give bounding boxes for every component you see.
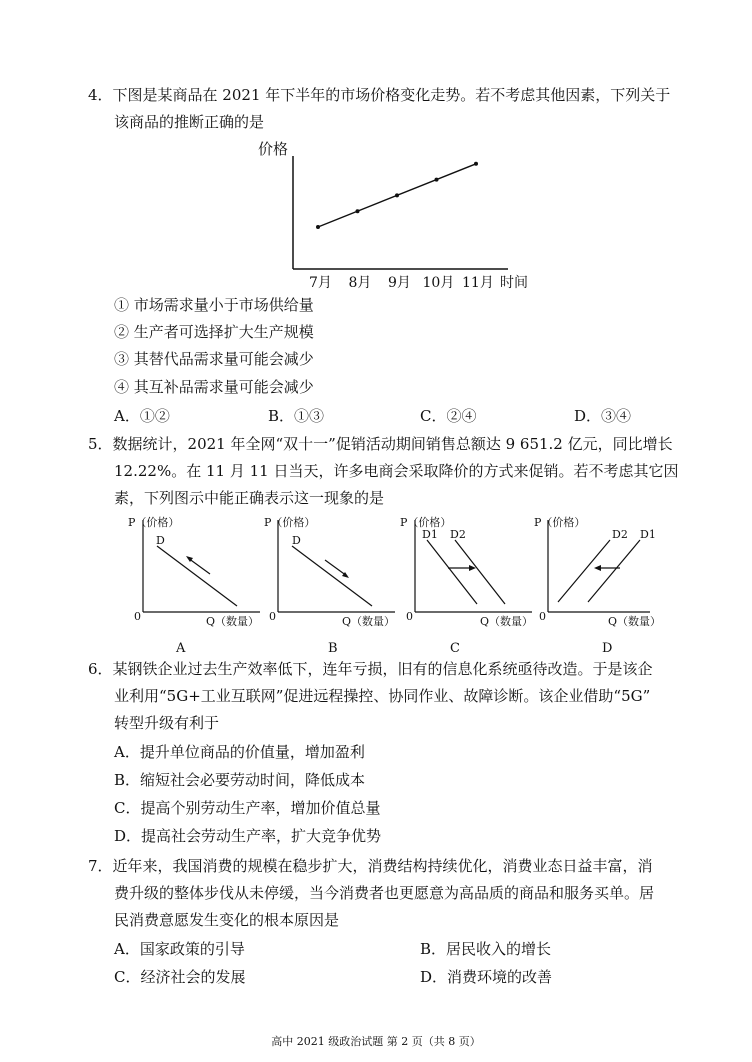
q5-stem-line1: 5．数据统计，2021 年全网“双十一”促销活动期间销售总额达 9 651.2 亿元，同比增长	[88, 435, 673, 453]
q4-statement-4: ④ 其互补品需求量可能会减少	[114, 378, 314, 396]
q5-graph-b-demand-curve	[292, 546, 372, 606]
q4-option-d: D．③④	[574, 407, 632, 425]
q4-chart-ylabel: 价格	[258, 140, 289, 158]
q6-option-a: A．提升单位商品的价值量，增加盈利	[114, 743, 365, 761]
q5-graph-d-curve-d1	[588, 540, 640, 602]
q4-stem-line1: 4．下图是某商品在 2021 年下半年的市场价格变化走势。若不考虑其他因素，下列关于	[88, 86, 671, 104]
q5-graph-b-curve-label: D	[292, 534, 301, 547]
q5-graph-a-ylabel: P（价格）	[128, 516, 180, 529]
q4-x-tick-label: 7月	[309, 275, 332, 291]
q4-x-tick-label: 11月	[462, 275, 494, 291]
q4-x-tick-label: 10月	[422, 275, 455, 291]
q5-graph-d-label-d1: D1	[640, 528, 656, 541]
q4-data-point	[316, 225, 320, 229]
q7-option-b: B．居民收入的增长	[420, 940, 552, 958]
q6-stem-line3: 转型升级有利于	[114, 714, 220, 732]
q5-graph-c-xlabel: Q（数量）	[480, 615, 534, 628]
q5-graph-c-curve-d2	[455, 540, 505, 604]
q5-graph-d-label-d2: D2	[612, 528, 628, 541]
q5-graph-a-xlabel: Q（数量）	[206, 615, 260, 628]
q6-option-b: B．缩短社会必要劳动时间，降低成本	[114, 771, 366, 789]
q5-stem-line2: 12.22%。在 11 月 11 日当天，许多电商会采取降价的方式来促销。若不考虑其它因	[114, 462, 679, 480]
q4-x-tick-label: 9月	[388, 275, 411, 291]
q6-option-c: C．提高个别劳动生产率，增加价值总量	[114, 799, 381, 817]
q5-graph-c-curve-d1	[427, 540, 477, 604]
q6-stem-line1: 6．某钢铁企业过去生产效率低下，连年亏损，旧有的信息化系统亟待改造。于是该企	[88, 660, 653, 678]
q5-graph-d-ylabel: P（价格）	[534, 516, 586, 529]
q4-chart-xlabel: 时间	[500, 275, 528, 291]
q5-stem-line3: 素，下列图示中能正确表示这一现象的是	[114, 489, 385, 507]
q4-data-point	[395, 193, 399, 197]
q4-data-point	[474, 162, 478, 166]
q5-graph-c-letter: C	[450, 641, 460, 656]
q5-graph-d-curve-d2	[558, 540, 610, 602]
q4-x-tick-label: 8月	[348, 275, 372, 291]
q5-graph-b	[264, 515, 395, 656]
q7-stem-line2: 费升级的整体步伐从未停缓，当今消费者也更愿意为高品质的商品和服务买单。居	[114, 884, 655, 902]
q5-graph-a-letter: A	[176, 641, 186, 656]
q5-graph-c	[400, 515, 533, 656]
q5-graph-c-origin: 0	[406, 610, 413, 623]
q7-stem-line1: 7．近年来，我国消费的规模在稳步扩大，消费结构持续优化，消费业态日益丰富，消	[88, 857, 653, 875]
q4-statement-2: ② 生产者可选择扩大生产规模	[114, 323, 314, 341]
q5-graph-a	[128, 515, 260, 656]
q7-option-a: A．国家政策的引导	[114, 940, 245, 958]
q4-statement-1: ① 市场需求量小于市场供给量	[114, 296, 314, 314]
q5-graph-d-origin: 0	[539, 610, 546, 623]
q4-data-point	[356, 209, 360, 213]
q5-graph-c-label-d2: D2	[450, 528, 466, 541]
q5-graph-b-origin: 0	[269, 610, 276, 623]
q7-option-c: C．经济社会的发展	[114, 968, 246, 986]
q5-graph-b-letter: B	[328, 641, 338, 656]
q5-graph-a-demand-curve	[157, 546, 237, 606]
q5-graph-c-ylabel: P（价格）	[400, 516, 452, 529]
q6-stem-line2: 业利用“5G+工业互联网”促进远程操控、协同作业、故障诊断。该企业借助“5G”	[114, 687, 651, 705]
q7-stem-line3: 民消费意愿发生变化的根本原因是	[114, 911, 340, 929]
q4-stem-line2: 该商品的推断正确的是	[114, 113, 265, 131]
q4-option-c: C．②④	[420, 407, 477, 425]
q5-graph-d-xlabel: Q（数量）	[608, 615, 662, 628]
q5-graph-b-ylabel: P（价格）	[264, 516, 316, 529]
q5-demand-graphs	[128, 512, 662, 657]
page-footer: 高中 2021 级政治试题 第 2 页（共 8 页）	[271, 1035, 481, 1048]
q7-option-d: D．消费环境的改善	[420, 968, 553, 986]
q5-graph-a-origin: 0	[134, 610, 141, 623]
q5-graph-a-curve-label: D	[156, 534, 165, 547]
q5-graph-d	[534, 515, 661, 656]
q4-option-b: B．①③	[268, 407, 325, 425]
q4-price-chart	[250, 136, 540, 296]
q4-option-a: A．①②	[114, 407, 170, 425]
q5-graph-b-xlabel: Q（数量）	[342, 615, 396, 628]
q5-graph-d-letter: D	[602, 641, 613, 656]
q6-option-d: D．提高社会劳动生产率，扩大竞争优势	[114, 827, 382, 845]
q4-data-point	[435, 178, 439, 182]
q4-statement-3: ③ 其替代品需求量可能会减少	[114, 350, 314, 368]
q5-graph-c-label-d1: D1	[422, 528, 438, 541]
